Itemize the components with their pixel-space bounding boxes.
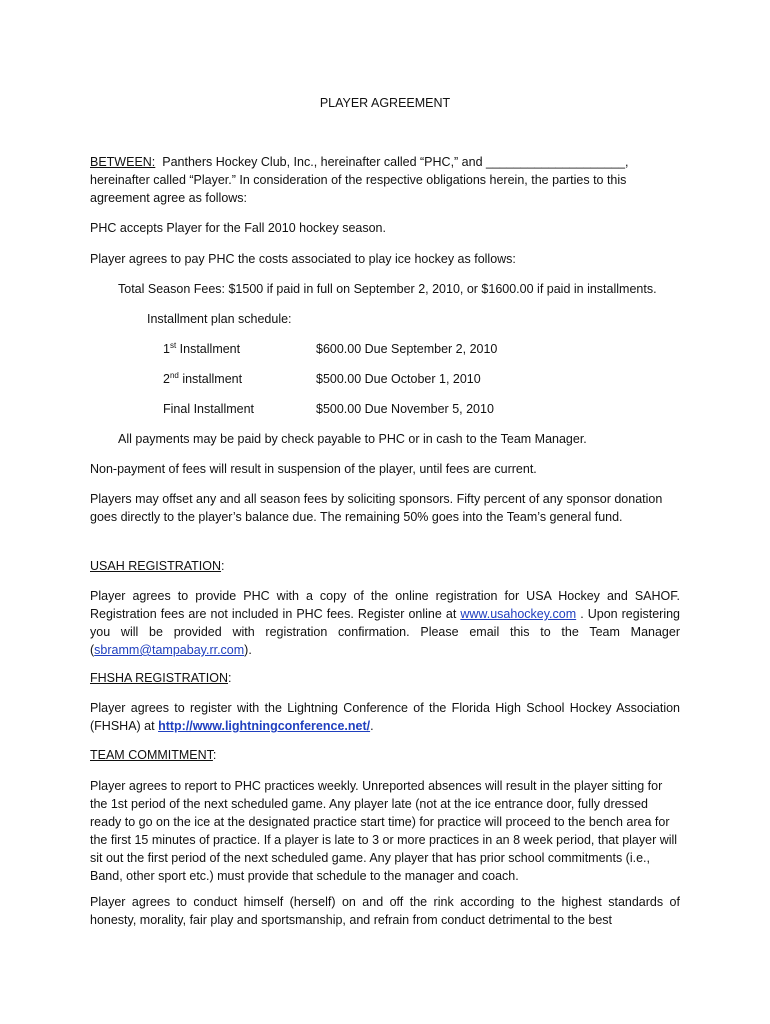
schedule-row bbox=[163, 370, 563, 388]
fhsha-heading: FHSHA REGISTRATION: bbox=[90, 671, 232, 685]
fhsha-paragraph: Player agrees to register with the Lightning Conference of the Florida High School Hockey Association (FHSHA) at http://www.lightningconference.net/. bbox=[90, 701, 680, 733]
schedule-row bbox=[163, 340, 563, 358]
page-title: PLAYER AGREEMENT bbox=[319, 96, 451, 110]
usah-heading: USAH REGISTRATION: bbox=[90, 559, 225, 573]
offset-paragraph: Players may offset any and all season fees by soliciting sponsors. Fifty percent of any sponsor donation goes directly to the player’s balance due. The remaining 50% goes into the Team’s general fund. bbox=[90, 492, 663, 524]
between-label: BETWEEN: bbox=[90, 155, 156, 169]
payments-line: All payments may be paid by check payable to PHC or in cash to the Team Manager. bbox=[118, 432, 587, 446]
schedule-heading: Installment plan schedule: bbox=[147, 312, 292, 326]
nonpayment-paragraph: Non-payment of fees will result in suspension of the player, until fees are current. bbox=[90, 462, 537, 476]
schedule-row-label: Final Installment bbox=[163, 402, 255, 416]
schedule-row-label: 2nd installment bbox=[163, 370, 243, 386]
between-text: Panthers Hockey Club, Inc., hereinafter called “PHC,” and ____________________, hereinafter called “Player.” In consideration of the respective obligations herein, the parties to this agreement agree as follows: bbox=[90, 155, 629, 205]
total-fees-line: Total Season Fees: $1500 if paid in full on September 2, 2010, or $1600.00 if paid in installments. bbox=[118, 282, 657, 296]
team-heading: TEAM COMMITMENT: bbox=[90, 748, 217, 762]
schedule-row-amount: $600.00 Due September 2, 2010 bbox=[316, 342, 498, 356]
between-paragraph bbox=[90, 153, 680, 207]
schedule-row-amount: $500.00 Due October 1, 2010 bbox=[316, 372, 481, 386]
accepts-paragraph: PHC accepts Player for the Fall 2010 hockey season. bbox=[90, 221, 386, 235]
usahockey-link[interactable]: www.usahockey.com bbox=[460, 607, 577, 621]
schedule-row-label: 1st Installment bbox=[163, 340, 241, 356]
team-paragraph-2: Player agrees to conduct himself (herself) on and off the rink according to the highest standards of honesty, morality, fair play and sportsmanship, and refrain from conduct detrimental to the best bbox=[90, 895, 680, 927]
manager-email-link[interactable]: sbramm@tampabay.rr.com bbox=[94, 643, 245, 657]
team-paragraph-1: Player agrees to report to PHC practices weekly. Unreported absences will result in the player sitting for the 1st period of the next scheduled game. Any player late (not at the ice entrance door, fully dressed ready to go on the ice at the designated practice start time) for practice will proceed to the bench area for the first 15 minutes of practice. If a player is late to 3 or more practices in an 8 week period, that player will sit out the first period of the next scheduled game. Any player that has prior school commitments (i.e., Band, other sport etc.) must provide that schedule to the manager and coach. bbox=[90, 779, 678, 883]
usah-paragraph: Player agrees to provide PHC with a copy of the online registration for USA Hockey and SAHOF. Registration fees are not included in PHC fees. Register online at www.usahockey.com . Upon registering you will be provided with registration confirmation. Please email this to the Team Manager (sbramm@tampabay.rr.com). bbox=[90, 589, 681, 657]
schedule-row bbox=[163, 400, 563, 418]
pay-intro-paragraph: Player agrees to pay PHC the costs associated to play ice hockey as follows: bbox=[90, 252, 516, 266]
lightning-conference-link[interactable]: http://www.lightningconference.net/ bbox=[158, 719, 371, 733]
schedule-row-amount: $500.00 Due November 5, 2010 bbox=[316, 402, 494, 416]
